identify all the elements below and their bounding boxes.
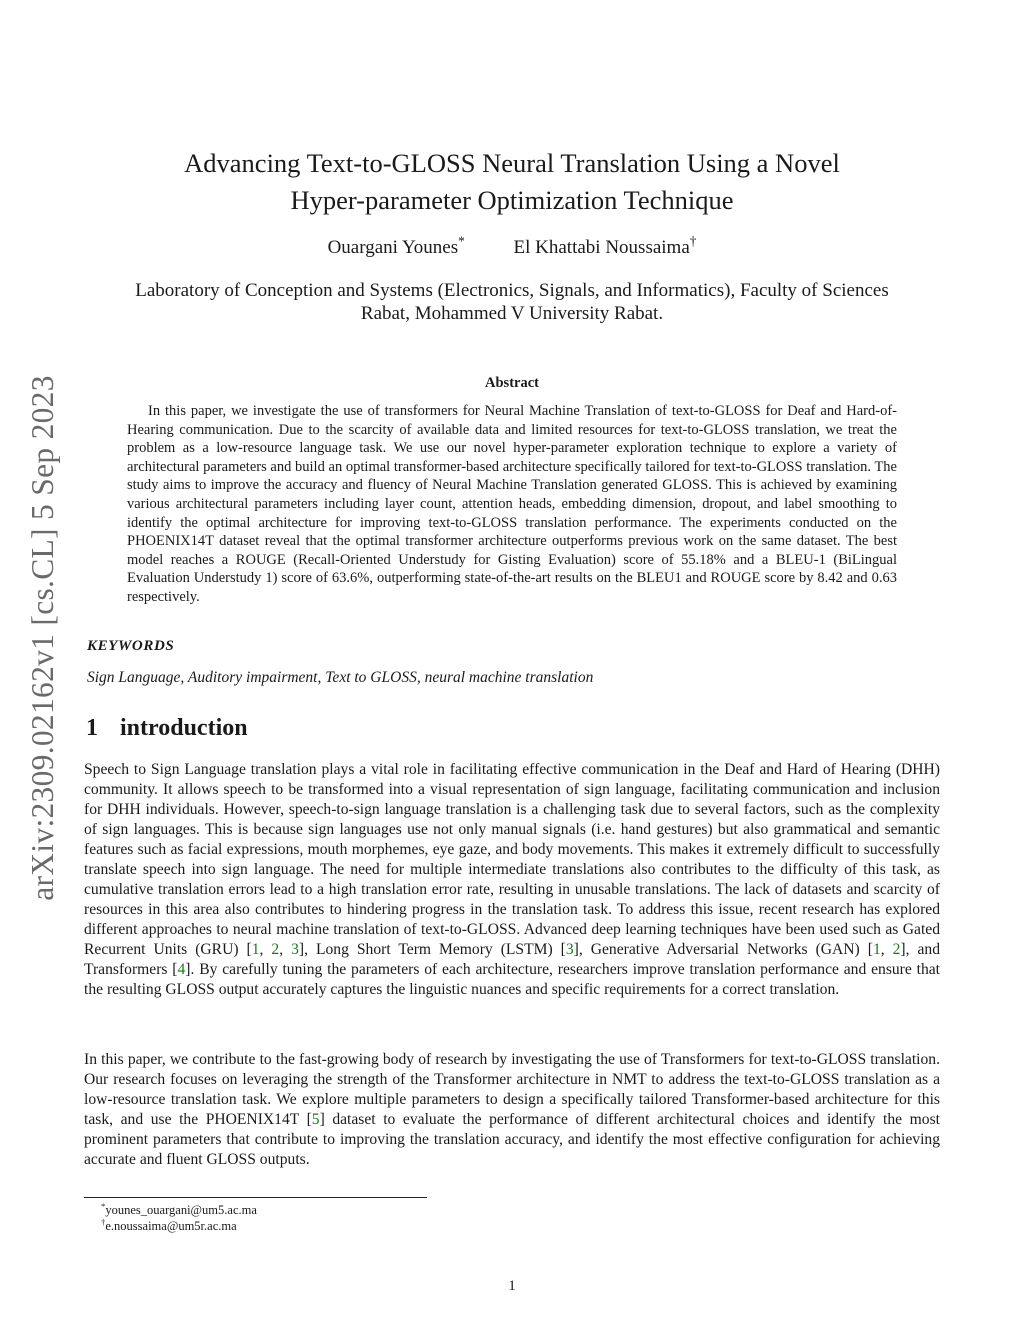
section-number: 1 bbox=[86, 715, 98, 741]
abstract-text: In this paper, we investigate the use of transformers for Neural Machine Translation of text-to-GLOSS for Deaf and Hard-of-Hearing communication. Due to the scarcity of available data and limited resources for text-to-GLOSS translation, we treat the problem as a low-resource language task. We use our novel hyper-parameter exploration technique to explore a variety of architectural parameters and build an optimal transformer-based architecture specifically tailored for text-to-GLOSS translation. The study aims to improve the accuracy and fluency of Neural Machine Translation generated GLOSS. This is achieved by examining various architectural parameters including layer count, attention heads, embedding dimension, dropout, and label smoothing to identify the optimal architecture for improving text-to-GLOSS translation performance. The experiments conducted on the PHOENIX14T dataset reveal that the optimal transformer architecture outperforms previous work on the same dataset. The best model reaches a ROUGE (Recall-Oriented Understudy for Gisting Evaluation) score of 55.18% and a BLEU-1 (BiLingual Evaluation Understudy 1) score of 63.6%, outperforming state-of-the-art results on the BLEU1 and ROUGE score by 8.42 and 0.63 respectively. bbox=[127, 403, 897, 605]
author-list bbox=[110, 233, 914, 260]
citation-link[interactable]: 2 bbox=[892, 941, 901, 958]
footnote-2-mark: † bbox=[101, 1216, 106, 1227]
citation-link[interactable]: 2 bbox=[271, 941, 280, 958]
keywords-text: Sign Language, Auditory impairment, Text to GLOSS, neural machine translation bbox=[87, 669, 594, 686]
citation-link[interactable]: 4 bbox=[177, 961, 186, 978]
paper-title-line-1: Advancing Text-to-GLOSS Neural Translation Using a Novel bbox=[184, 148, 840, 178]
citation-link[interactable]: 3 bbox=[565, 941, 574, 958]
footnote-2-email[interactable]: e.noussaima@um5r.ac.ma bbox=[105, 1219, 237, 1233]
introduction-paragraph-1: Speech to Sign Language translation plays a vital role in facilitating effective communication in the Deaf and Hard of Hearing (DHH) community. It allows speech to be transformed into a visual representation of sign language, facilitating communication and inclusion for DHH individuals. However, speech-to-sign language translation is a challenging task due to several factors, such as the complexity of sign languages. This is because sign languages use not only manual signals (i.e. hand gestures) but also grammatical and semantic features such as facial expressions, mouth morphemes, eye gaze, and body movements. This makes it extremely difficult to successfully translate speech into sign language. The need for multiple intermediate translations also contributes to the difficulty of this task, as cumulative translation errors lead to a high translation error rate, resulting in unusable translations. The lack of datasets and scarcity of resources in this area also contributes to hindering progress in the translation task. To address this issue, recent research has explored different approaches to neural machine translation of text-to-GLOSS. Advanced deep learning techniques have been used such as Gated Recurrent Units (GRU) [1, 2, 3], Long Short Term Memory (LSTM) [3], Generative Adversarial Networks (GAN) [1, 2], and Transformers [4]. By carefully tuning the parameters of each architecture, researchers improve translation performance and ensure that the resulting GLOSS output accurately captures the linguistic nuances and specific requirements for a correct translation. bbox=[84, 761, 941, 998]
arxiv-identifier bbox=[13, 349, 73, 927]
footnote-1-mark: * bbox=[101, 1200, 106, 1211]
abstract-heading: Abstract bbox=[485, 375, 539, 391]
affiliation-line-2: Rabat, Mohammed V University Rabat. bbox=[360, 303, 664, 324]
author-1: Ouargani Younes* bbox=[327, 233, 465, 258]
introduction-paragraph-2: In this paper, we contribute to the fast-growing body of research by investigating the use of Transformers for text-to-GLOSS translation. Our research focuses on leveraging the strength of the Transformer architecture in NMT to address the text-to-GLOSS translation as a low-resource translation task. We explore multiple parameters to design a specifically tailored Transformer-based architecture for this task, and use the PHOENIX14T [5] dataset to evaluate the performance of different architectural choices and identify the most prominent parameters that contribute to improving the translation accuracy, and identify the most effective configuration for achieving accurate and fluent GLOSS outputs. bbox=[84, 1051, 941, 1168]
paper-title-line-2: Hyper-parameter Optimization Technique bbox=[290, 185, 734, 215]
section-title: introduction bbox=[120, 715, 248, 741]
arxiv-identifier-text: arXiv:2309.02162v1 [cs.CL] 5 Sep 2023 bbox=[25, 375, 61, 901]
affiliation bbox=[84, 279, 940, 325]
author-1-footnote-mark: * bbox=[458, 233, 465, 249]
footnote-rule bbox=[84, 1197, 427, 1198]
footnote-1-email[interactable]: younes_ouargani@um5.ac.ma bbox=[105, 1203, 257, 1217]
citation-link[interactable]: 1 bbox=[872, 941, 881, 958]
footnote-1 bbox=[101, 1200, 257, 1218]
paper-title bbox=[110, 145, 914, 219]
citation-link[interactable]: 5 bbox=[311, 1111, 320, 1128]
author-2-footnote-mark: † bbox=[689, 233, 697, 249]
author-2: El Khattabi Noussaima† bbox=[513, 233, 697, 258]
keywords-heading: KEYWORDS bbox=[87, 638, 175, 654]
page-number: 1 bbox=[508, 1278, 516, 1294]
citation-link[interactable]: 3 bbox=[291, 941, 299, 958]
footnote-2 bbox=[101, 1216, 237, 1234]
citation-link[interactable]: 1 bbox=[251, 941, 260, 958]
section-heading bbox=[86, 715, 248, 742]
affiliation-line-1: Laboratory of Conception and Systems (Electronics, Signals, and Informatics), Faculty of Sciences bbox=[135, 280, 889, 301]
